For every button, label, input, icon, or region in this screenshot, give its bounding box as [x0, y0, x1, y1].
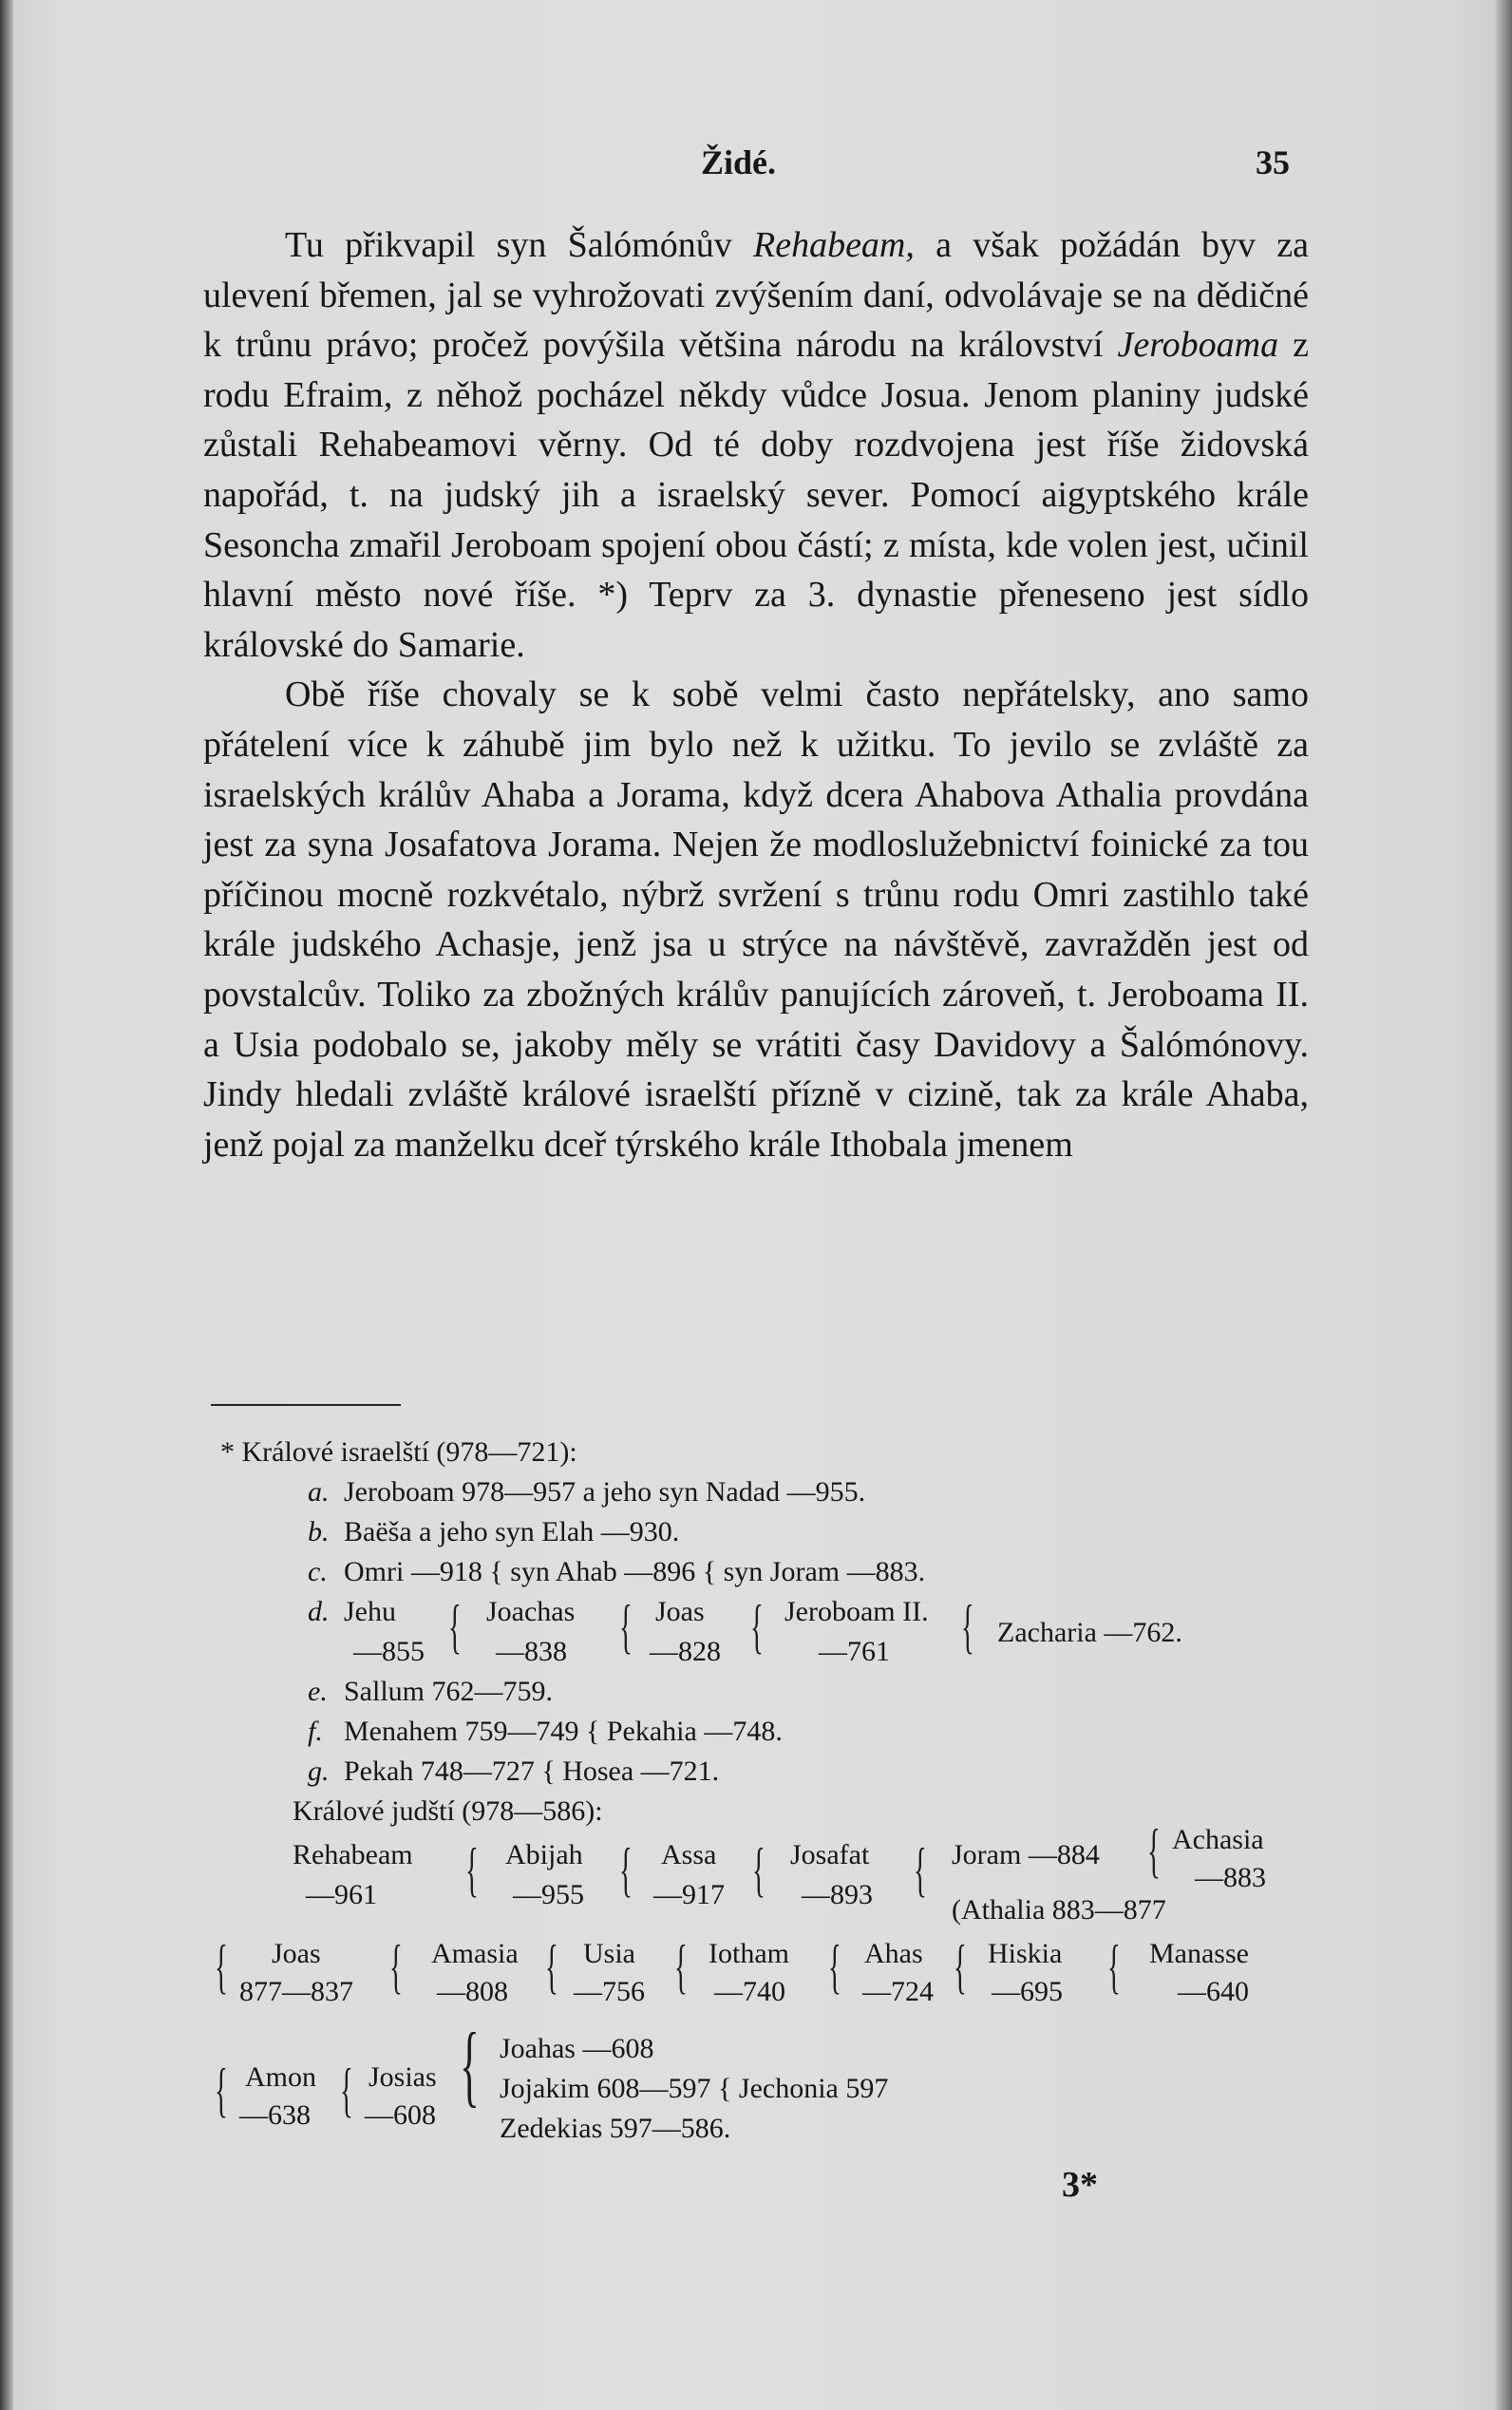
fn-text-f: Menahem 759—749 { Pekahia —748. — [344, 1716, 783, 1747]
fn-zedekias: Zedekias 597—586. — [500, 2113, 731, 2144]
fn-josias-years: —608 — [365, 2099, 436, 2131]
footnotes — [211, 1433, 1303, 2144]
fn-hiskia: Hiskia — [988, 1938, 1063, 1969]
fn-amasia: Amasia — [431, 1938, 519, 1969]
fn-achasia: Achasia — [1172, 1824, 1264, 1855]
brace-icon: { — [389, 1932, 403, 2000]
p1-name-rehabeam: Rehabeam, — [752, 225, 915, 265]
running-head — [0, 142, 1512, 190]
fn-d-jehu-years: —855 — [353, 1636, 425, 1667]
fn-label-c: c. — [308, 1556, 328, 1587]
fn-amon-years: —638 — [239, 2099, 311, 2131]
brace-icon: { — [1107, 1932, 1121, 2000]
page-edge-right — [1495, 0, 1512, 2410]
fn-rehabeam-years: —961 — [306, 1879, 377, 1910]
fn-d-jehu: Jehu — [344, 1596, 396, 1627]
fn-athalia: (Athalia 883—877 — [952, 1894, 1166, 1926]
fn-d-jeroboam-years: —761 — [819, 1636, 890, 1667]
fn-amon: Amon — [245, 2061, 316, 2093]
fn-d-jeroboam: Jeroboam II. — [784, 1596, 929, 1627]
fn-d-joas: Joas — [655, 1596, 705, 1627]
brace-icon: { — [750, 1592, 764, 1660]
brace-icon: { — [340, 2056, 353, 2123]
fn-usia: Usia — [583, 1938, 635, 1969]
fn-assa: Assa — [661, 1839, 717, 1870]
fn-label-e: e. — [308, 1676, 328, 1707]
paragraph-2: Obě říše chovaly se k sobě velmi často nepřátelsky, ano samo přátelení více k záhubě jim bylo než k užitku. To jevilo se zvláště za israelských králův Ahaba a Jorama, když dcera Ahabova Athalia provdána jest za syna Josafatova Jorama. Nejen že modloslužebnictví foinické za tou příčinou mocně rozkvétalo, nýbrž svržení s trůnu rodu Omri zastihlo také krále judského Achasje, jenž jsa u strýce na návštěvě, zavražděn jest od povstalcův. Toliko za zbožných králův panujících zároveň, t. Jeroboama II. a Usia podobalo se, jakoby měly se vrátiti časy Davidovy a Šalómónovy. Jindy hledali zvláště králové israelští přízně v cizině, tak za krále Ahaba, jenž pojal za manželku dceř týrského krále Ithobala jmenem — [203, 674, 1309, 1165]
fn-joas: Joas — [272, 1938, 321, 1969]
body-text — [203, 220, 1309, 1169]
fn-ahas-years: —724 — [862, 1976, 934, 2007]
fn-line-b — [211, 1512, 1303, 1552]
footnote-rule — [211, 1404, 401, 1406]
brace-icon: { — [545, 1932, 558, 2000]
fn-israel-heading-text: * Králové israelští (978—721): — [220, 1436, 577, 1468]
fn-josias: Josias — [369, 2061, 437, 2093]
fn-label-d: d. — [308, 1596, 330, 1627]
fn-line-e — [211, 1672, 1303, 1712]
fn-josafat-years: —893 — [802, 1879, 873, 1910]
brace-icon: { — [954, 1932, 967, 2000]
brace-icon: { — [674, 1932, 688, 2000]
brace-icon: { — [215, 2056, 228, 2123]
fn-label-a: a. — [308, 1476, 330, 1508]
fn-joram: Joram —884 — [952, 1839, 1100, 1870]
running-title: Židé. — [701, 143, 777, 181]
fn-iotham: Iotham — [709, 1938, 789, 1969]
page-edge-left — [0, 0, 13, 2410]
fn-amasia-years: —808 — [437, 1976, 508, 2007]
brace-icon: { — [619, 1592, 633, 1660]
brace-icon: { — [460, 2014, 480, 2116]
fn-juda-row-2 — [211, 1919, 1303, 2006]
fn-josafat: Josafat — [790, 1839, 870, 1870]
brace-icon: { — [828, 1932, 841, 2000]
paragraph-1 — [203, 220, 1309, 670]
fn-usia-years: —756 — [574, 1976, 645, 2007]
p1-pre: Tu přikvapil syn Šalómónův — [285, 225, 753, 265]
fn-d-joachas: Joachas — [486, 1596, 576, 1627]
brace-icon: { — [1147, 1816, 1161, 1884]
fn-line-g — [211, 1752, 1303, 1792]
fn-manasse: Manasse — [1149, 1938, 1249, 1969]
p1-mid: a však požádán byv za ulevení břemen, jal se vyhrožovati zvýšením daní, odvolávaje se na dědičné k trůnu právo; pročež povýšila většina národu na království — [203, 225, 1309, 366]
fn-line-d — [211, 1592, 1303, 1672]
fn-text-g: Pekah 748—727 { Hosea —721. — [344, 1755, 720, 1787]
fn-jojakim: Jojakim 608—597 { Jechonia 597 — [500, 2073, 889, 2104]
fn-line-c — [211, 1552, 1303, 1592]
fn-label-g: g. — [308, 1755, 330, 1787]
brace-icon: { — [619, 1835, 633, 1903]
fn-israel-heading — [211, 1433, 1303, 1472]
fn-line-a — [211, 1472, 1303, 1512]
fn-achasia-years: —883 — [1195, 1862, 1266, 1893]
fn-abijah-years: —955 — [513, 1879, 584, 1910]
fn-juda-row-3 — [211, 2006, 1303, 2144]
p1-post: z rodu Efraim, z něhož pocházel někdy vůdce Josua. Jenom planiny judské zůstali Rehabeamovi věrny. Od té doby rozdvojena jest říše židovská napořád, t. na judský jih a israelský sever. Pomocí aigyptského krále Sesoncha zmařil Jeroboam spojení obou částí; z místa, kde volen jest, učinil hlavní město nové říše. *) Teprv za 3. dynastie přeneseno jest sídlo královské do Samarie. — [203, 325, 1309, 665]
fn-text-c: Omri —918 { syn Ahab —896 { syn Joram —883. — [344, 1556, 926, 1587]
fn-d-joas-years: —828 — [650, 1636, 721, 1667]
fn-label-b: b. — [308, 1516, 330, 1547]
page-number: 35 — [1256, 143, 1290, 181]
fn-text-a: Jeroboam 978—957 a jeho syn Nadad —955. — [344, 1476, 866, 1508]
fn-rehabeam: Rehabeam — [293, 1839, 413, 1870]
fn-juda-row-1 — [211, 1816, 1303, 1926]
fn-text-b: Baëša a jeho syn Elah —930. — [344, 1516, 680, 1547]
fn-label-f: f. — [308, 1716, 323, 1747]
fn-abijah: Abijah — [505, 1839, 583, 1870]
fn-assa-years: —917 — [653, 1879, 725, 1910]
fn-d-joachas-years: —838 — [496, 1636, 567, 1667]
fn-manasse-years: —640 — [1178, 1976, 1249, 2007]
fn-text-e: Sallum 762—759. — [344, 1676, 554, 1707]
brace-icon: { — [215, 1932, 228, 2000]
brace-icon: { — [914, 1835, 927, 1903]
brace-icon: { — [448, 1592, 462, 1660]
fn-iotham-years: —740 — [714, 1976, 785, 2007]
fn-joas-years: 877—837 — [239, 1976, 353, 2007]
brace-icon: { — [465, 1835, 479, 1903]
signature-mark: 3* — [1062, 2165, 1098, 2205]
fn-juda-heading-text: Králové judští (978—586): — [293, 1795, 603, 1827]
fn-ahas: Ahas — [864, 1938, 923, 1969]
fn-d-zacharia: Zacharia —762. — [997, 1617, 1182, 1648]
fn-juda-heading — [211, 1792, 1303, 1831]
fn-joahas: Joahas —608 — [500, 2033, 654, 2064]
p1-name-jeroboama: Jeroboama — [1117, 325, 1279, 366]
fn-line-f — [211, 1712, 1303, 1752]
fn-hiskia-years: —695 — [992, 1976, 1063, 2007]
brace-icon: { — [961, 1592, 974, 1660]
brace-icon: { — [752, 1835, 765, 1903]
